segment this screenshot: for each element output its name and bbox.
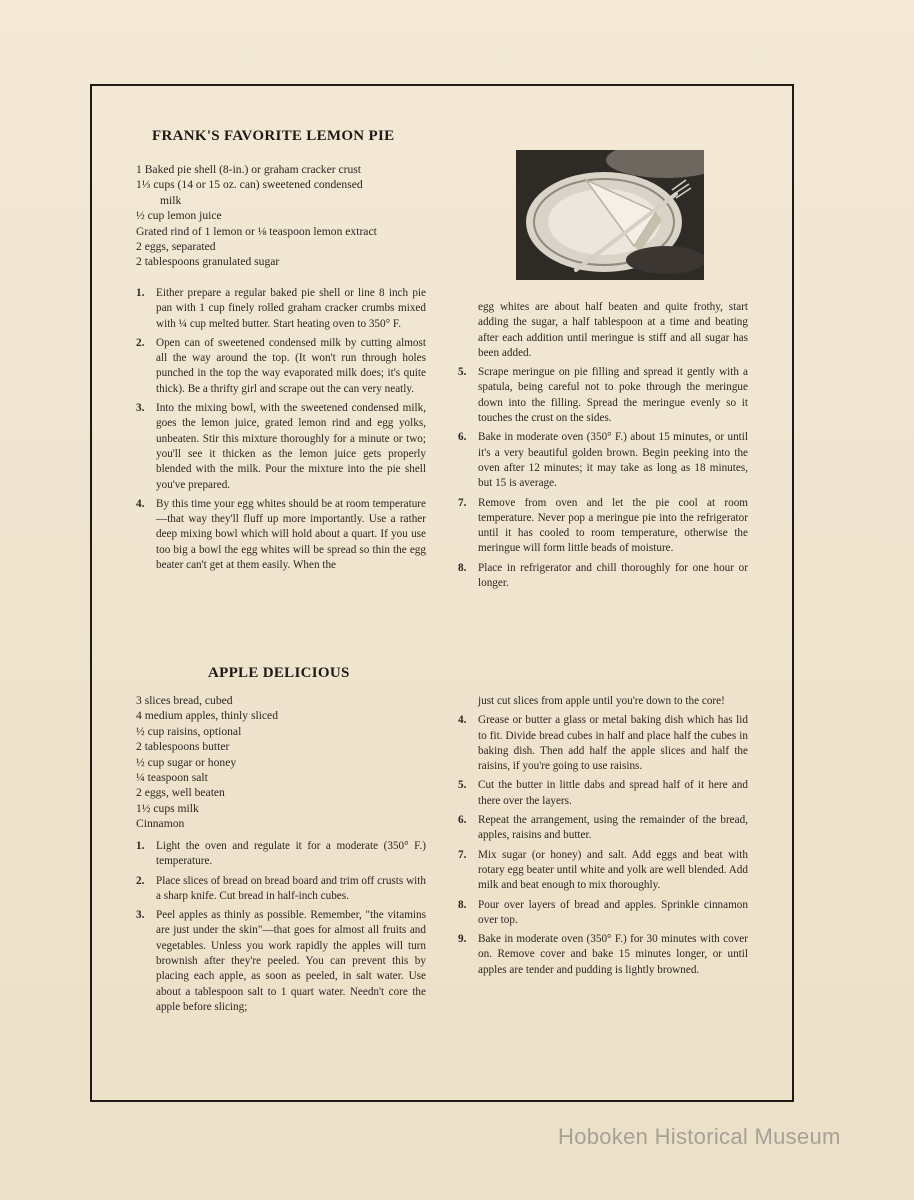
step-number: 5. — [458, 779, 467, 792]
ingredient-line: ½ cup lemon juice — [136, 209, 222, 223]
recipe-step — [136, 908, 426, 1015]
step-number: 1. — [136, 840, 145, 852]
ingredient-line: 2 eggs, well beaten — [136, 786, 225, 800]
recipe-step — [458, 778, 748, 809]
step-number: 7. — [458, 496, 467, 509]
step-number: 9. — [458, 933, 467, 946]
recipe-step — [458, 898, 748, 929]
ingredient-line: 4 medium apples, thinly sliced — [136, 709, 279, 723]
recipe-step — [136, 286, 426, 332]
step-continuation: just cut slices from apple until you're down to the core! — [478, 695, 725, 707]
ingredient-line: 1⅓ cups (14 or 15 oz. can) sweetened condensed — [136, 178, 363, 192]
recipe-step — [458, 813, 748, 844]
ingredient-line: ½ cup sugar or honey — [136, 755, 237, 769]
step-text: Into the mixing bowl, with the sweetened condensed milk, goes the lemon juice, grated lemon rind and egg yolks, unbeaten. Stir this mixture thoroughly for a minute or two; you'll see it thicken as the lemon juice gets properly blended with the milk. Pour the mixture into the pie shell you've prepared. — [156, 402, 426, 491]
step-text: Either prepare a regular baked pie shell or line 8 inch pie pan with 1 cup finely rolled graham cracker crumbs mixed with ¼ cup melted butter. Start heating oven to 350° F. — [156, 287, 426, 330]
recipe-step — [136, 497, 426, 573]
step-text: Remove from oven and let the pie cool at room temperature. Never pop a meringue pie into the refrigerator until it has cooled to room temperature, otherwise the meringue will form little beads of moisture. — [478, 496, 748, 555]
recipe-step — [136, 336, 426, 397]
step-text: Cut the butter in little dabs and spread half of it here and there over the layers. — [478, 779, 748, 807]
step-text: Bake in moderate oven (350° F.) about 15 minutes, or until it's a very beautiful golden brown. Begin peeking into the oven after 12 minutes; it may take as long as 18 minutes, but 15 is average. — [478, 431, 748, 490]
step-text: Mix sugar (or honey) and salt. Add eggs and beat with rotary egg beater until white and yolk are well blended. Add milk and beat enough to mix thoroughly. — [478, 848, 748, 892]
recipe-step — [458, 430, 748, 491]
recipe-step — [458, 848, 748, 894]
ingredient-line: milk — [160, 193, 182, 207]
recipe-step — [458, 713, 748, 774]
step-number: 8. — [458, 898, 467, 911]
step-number: 2. — [136, 336, 145, 349]
ingredient-line: 2 tablespoons butter — [136, 740, 230, 754]
recipe-step — [458, 561, 748, 592]
ingredient-line: 3 slices bread, cubed — [136, 694, 233, 707]
ingredient-line: Grated rind of 1 lemon or ⅛ teaspoon lemon extract — [136, 224, 377, 238]
step-number: 3. — [136, 909, 145, 922]
step-number: 7. — [458, 848, 467, 861]
ingredient-line: 2 tablespoons granulated sugar — [136, 255, 280, 269]
step-number: 5. — [458, 366, 467, 379]
step-text: Place slices of bread on bread board and trim off crusts with a sharp knife. Cut bread in half-inch cubes. — [156, 874, 426, 902]
pie-plate-illustration — [516, 150, 704, 280]
step-number: 3. — [136, 402, 145, 415]
recipe-step — [136, 874, 426, 905]
step-text: By this time your egg whites should be at room temperature—that way they'll fluff up more importantly. Use a rather deep mixing bowl which will hold about a quart. If you use too big a bowl the egg whites will be spread so thin the egg beater can't get at them easily. When the — [156, 497, 426, 572]
recipe-step — [136, 401, 426, 493]
step-text: Grease or butter a glass or metal baking dish which has lid to fit. Divide bread cubes in half and place half the cubes in baking dish. Then add half the apple slices and half the raisins, if you're going to use raisins. — [478, 714, 748, 773]
step-text: Scrape meringue on pie filling and spread it gently with a spatula, being careful not to poke through the meringue down into the filling. Spread the meringue evenly so it touches the crust on the sides. — [478, 366, 748, 425]
recipe-step — [458, 496, 748, 557]
lemon-pie-photo — [516, 150, 704, 280]
step-number: 8. — [458, 561, 467, 574]
recipe-step — [136, 839, 426, 870]
apple-delicious-steps-left — [136, 839, 426, 1019]
step-number: 4. — [458, 714, 467, 727]
step-text: Peel apples as thinly as possible. Remember, "the vitamins are just under the skin"—that goes for almost all fruits and vegetables. Unless you work rapidly the apples will turn brownish after they're peeled. You can prevent this by placing each apple, as soon as peeled, in salt water. Use about a tablespoon salt to 1 quart water. Needn't core the apple before slicing; — [156, 909, 426, 1013]
step-continuation: egg whites are about half beaten and quite frothy, start adding the sugar, a half tablespoon at a time and beating after each addition until meringue is stiff and all sugar has been added. — [478, 301, 748, 359]
step-text: Light the oven and regulate it for a moderate (350° F.) temperature. — [156, 840, 426, 868]
museum-watermark: Hoboken Historical Museum — [558, 1124, 841, 1149]
step-text: Repeat the arrangement, using the remainder of the bread, apples, raisins and butter. — [478, 814, 748, 842]
lemon-pie-steps-left — [136, 286, 426, 577]
recipe-step — [458, 365, 748, 426]
ingredient-line: ¼ teaspoon salt — [136, 771, 208, 785]
recipe-step — [458, 932, 748, 978]
step-number: 2. — [136, 874, 145, 887]
step-text: Bake in moderate oven (350° F.) for 30 minutes with cover on. Remove cover and bake 15 minutes longer, or until apples are tender and pudding is lightly browned. — [478, 933, 748, 976]
lemon-pie-ingredients — [136, 162, 436, 270]
step-text: Open can of sweetened condensed milk by cutting almost all the way around the top. (It won't run through holes punched in the top the way evaporated milk does; it's quite thick). Be a thrifty girl and scrape out the can very neatly. — [156, 336, 426, 395]
lemon-pie-title: FRANK'S FAVORITE LEMON PIE — [152, 128, 395, 144]
apple-delicious-title: APPLE DELICIOUS — [208, 665, 350, 681]
ingredient-line: ½ cup raisins, optional — [136, 724, 242, 738]
step-number: 6. — [458, 814, 467, 827]
lemon-pie-steps-right — [458, 300, 748, 595]
apple-delicious-ingredients — [136, 693, 386, 832]
step-number: 4. — [136, 497, 145, 510]
ingredient-line: 2 eggs, separated — [136, 240, 216, 254]
ingredient-line: 1½ cups milk — [136, 801, 199, 815]
step-number: 6. — [458, 431, 467, 444]
step-number: 1. — [136, 287, 145, 299]
ingredient-line: 1 Baked pie shell (8-in.) or graham cracker crust — [136, 163, 362, 176]
step-text: Pour over layers of bread and apples. Sprinkle cinnamon over top. — [478, 898, 748, 926]
ingredient-line: Cinnamon — [136, 817, 185, 831]
step-text: Place in refrigerator and chill thoroughly for one hour or longer. — [478, 561, 748, 590]
apple-delicious-steps-right — [458, 694, 748, 982]
